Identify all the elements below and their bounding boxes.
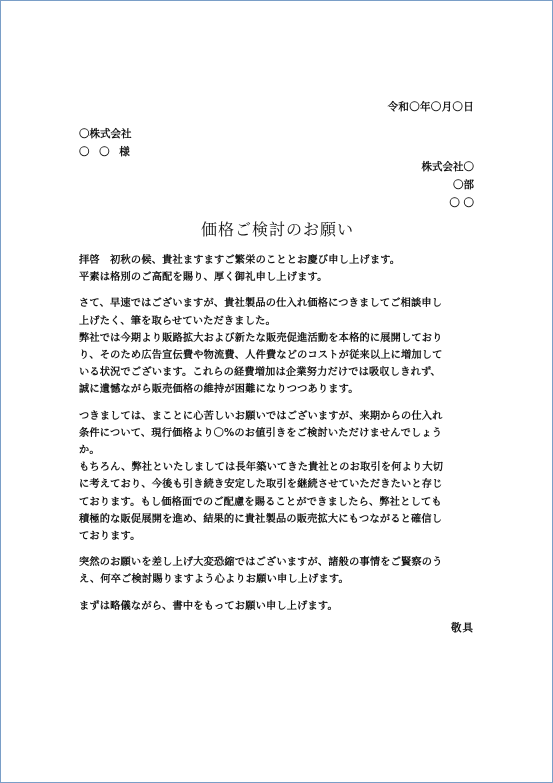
body-paragraph [79,554,477,588]
body-line: いる状況でございます。これらの経費増加は企業努力だけでは吸収しきれず、 [79,367,441,379]
body-line: つきましては、まことに心苦しいお願いではございますが、来期からの仕入れ [79,410,443,422]
body-line: か。 [79,445,100,457]
body-line: 条件について、現行価格より〇%のお値引きをご検討いただけませんでしょう [79,427,443,439]
recipient-company: 〇株式会社 [79,128,132,140]
body-line: 弊社では今期より販路拡大および新たな販売促進活動を本格的に展開しており [79,332,443,344]
body-line: まずは略儀ながら、書中をもってお願い申し上げます。 [79,600,338,612]
body-line: え、何卒ご検討賜りますよう心よりお願い申し上げます。 [79,574,349,586]
body-line: ております。もし価格面でのご配慮を賜ることができましたら、弊社としても [79,496,442,508]
sender-block [422,158,475,212]
body-line: ております。 [79,531,141,543]
body-line: に考えており、今後も引き続き安定した取引を継続させていただきたいと存じ [79,479,443,491]
letter-date: 令和〇年〇月〇日 [387,101,474,113]
body-paragraph [79,252,477,286]
letter-title: 価格ご検討のお願い [200,220,354,239]
sender-name: 〇 〇 [449,197,474,209]
body-line: 拝啓 初秋の候、貴社ますますご繁栄のこととお慶び申し上げます。 [79,255,401,266]
body-paragraph [79,295,477,398]
body-line: もちろん、弊社といたしましては長年築いてきた貴社とのお取引を何より大切 [79,462,444,474]
body-paragraph [79,598,477,615]
sender-company: 株式会社〇 [421,161,474,173]
sender-department: 〇部 [453,179,474,191]
body-line: 突然のお願いを差し上げ大変恐縮ではございますが、諸般の事情をご賢察のう [79,557,443,569]
body-line: り、そのため広告宣伝費や物流費、人件費などのコストが従来以上に増加して [79,350,443,362]
body-line: 積極的な販促展開を進め、結果的に貴社製品の販売拡大にもつながると確信し [79,513,443,525]
body-line: 誠に遺憾ながら販売価格の維持が困難になりつつあります。 [79,384,359,396]
body-line: さて、早速ではございますが、貴社製品の仕入れ価格につきましてご相談申し [79,298,443,310]
body-line: 平素は格別のご高配を賜り、厚く御礼申し上げます。 [79,272,328,284]
body-line: 上げたく、筆を取らせていただきました。 [79,315,276,327]
recipient-block [79,125,132,161]
letter-body [79,252,477,624]
letter-closing: 敬具 [451,622,474,634]
recipient-name: 〇 〇 様 [79,146,130,158]
body-paragraph [79,408,477,546]
